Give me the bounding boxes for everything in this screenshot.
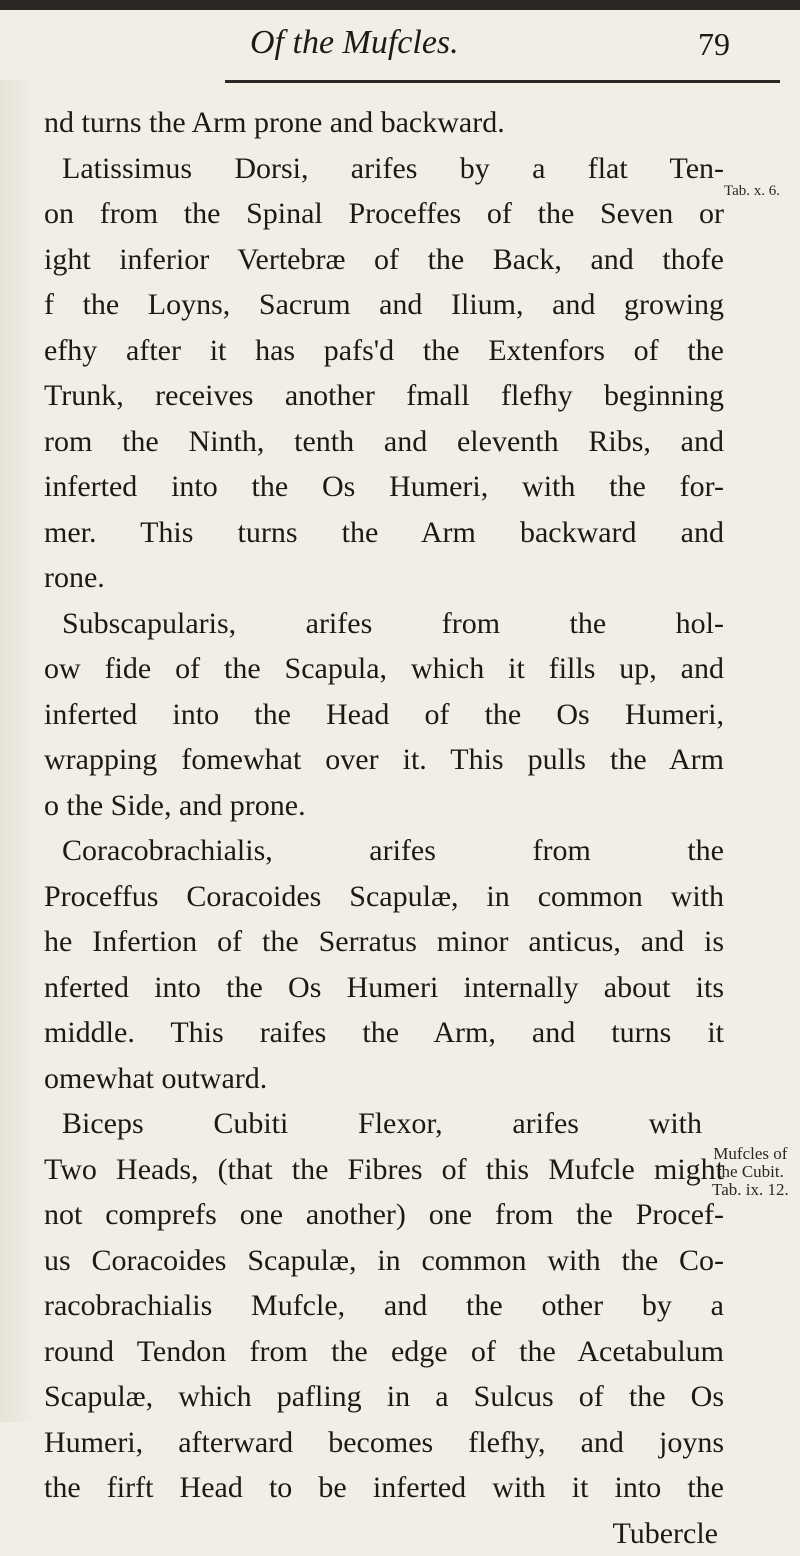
- text-line: efhy after it has pafs'd the Extenfors of the: [44, 328, 724, 374]
- text-line: f the Loyns, Sacrum and Ilium, and growing: [44, 282, 724, 328]
- text-line: round Tendon from the edge of the Acetabulum: [44, 1329, 724, 1375]
- catchword: Tubercle: [44, 1511, 724, 1556]
- text-line: rone.: [44, 555, 724, 601]
- text-line: Trunk, receives another fmall flefhy beginning: [44, 373, 724, 419]
- text-line: ow fide of the Scapula, which it fills up, and: [44, 646, 724, 692]
- text-line: Humeri, afterward becomes flefhy, and joyns: [44, 1420, 724, 1466]
- text-line: rom the Ninth, tenth and eleventh Ribs, and: [44, 419, 724, 465]
- margin-note-line: Tab. ix. 12.: [712, 1181, 789, 1199]
- text-line: us Coracoides Scapulæ, in common with the Co-: [44, 1238, 724, 1284]
- text-line: inferted into the Os Humeri, with the for-: [44, 464, 724, 510]
- text-line: not comprefs one another) one from the Procef-: [44, 1192, 724, 1238]
- text-line: racobrachialis Mufcle, and the other by a: [44, 1283, 724, 1329]
- text-line: he Infertion of the Serratus minor anticus, and is: [44, 919, 724, 965]
- header-rule: [225, 80, 780, 83]
- text-line: nferted into the Os Humeri internally about its: [44, 965, 724, 1011]
- text-line: the firft Head to be inferted with it into the: [44, 1465, 724, 1511]
- running-title: Of the Mufcles.: [250, 24, 459, 62]
- text-line: o the Side, and prone.: [44, 783, 724, 829]
- text-line: Scapulæ, which pafling in a Sulcus of the Os: [44, 1374, 724, 1420]
- text-line: omewhat outward.: [44, 1056, 724, 1102]
- top-edge-band: [0, 0, 800, 10]
- page-header: [0, 18, 800, 78]
- page-number: 79: [698, 26, 730, 63]
- text-line: on from the Spinal Proceffes of the Seven or: [44, 191, 724, 237]
- text-line: Proceffus Coracoides Scapulæ, in common with: [44, 874, 724, 920]
- text-line: middle. This raifes the Arm, and turns it: [44, 1010, 724, 1056]
- text-line-coracobrachialis-heading: Coracobrachialis, arifes from the: [44, 828, 724, 874]
- page-gutter-shadow: [0, 80, 36, 1422]
- text-line-latissimus-heading: Latissimus Dorsi, arifes by a flat Ten-: [44, 146, 724, 192]
- text-line: inferted into the Head of the Os Humeri,: [44, 692, 724, 738]
- text-line: wrapping fomewhat over it. This pulls the Arm: [44, 737, 724, 783]
- body-text: [44, 100, 724, 1556]
- margin-note-tab-ref: Tab. x. 6.: [724, 182, 780, 200]
- text-line-subscapularis-heading: Subscapularis, arifes from the hol-: [44, 601, 724, 647]
- text-line: ight inferior Vertebræ of the Back, and thofe: [44, 237, 724, 283]
- text-line: nd turns the Arm prone and backward.: [44, 100, 724, 146]
- text-line-biceps-heading: Biceps Cubiti Flexor, arifes with: [44, 1101, 702, 1147]
- margin-note-line: Mufcles of: [712, 1145, 789, 1163]
- margin-note-line: the Cubit.: [712, 1163, 789, 1181]
- text-line: Two Heads, (that the Fibres of this Mufcle might: [44, 1147, 724, 1193]
- text-line: mer. This turns the Arm backward and: [44, 510, 724, 556]
